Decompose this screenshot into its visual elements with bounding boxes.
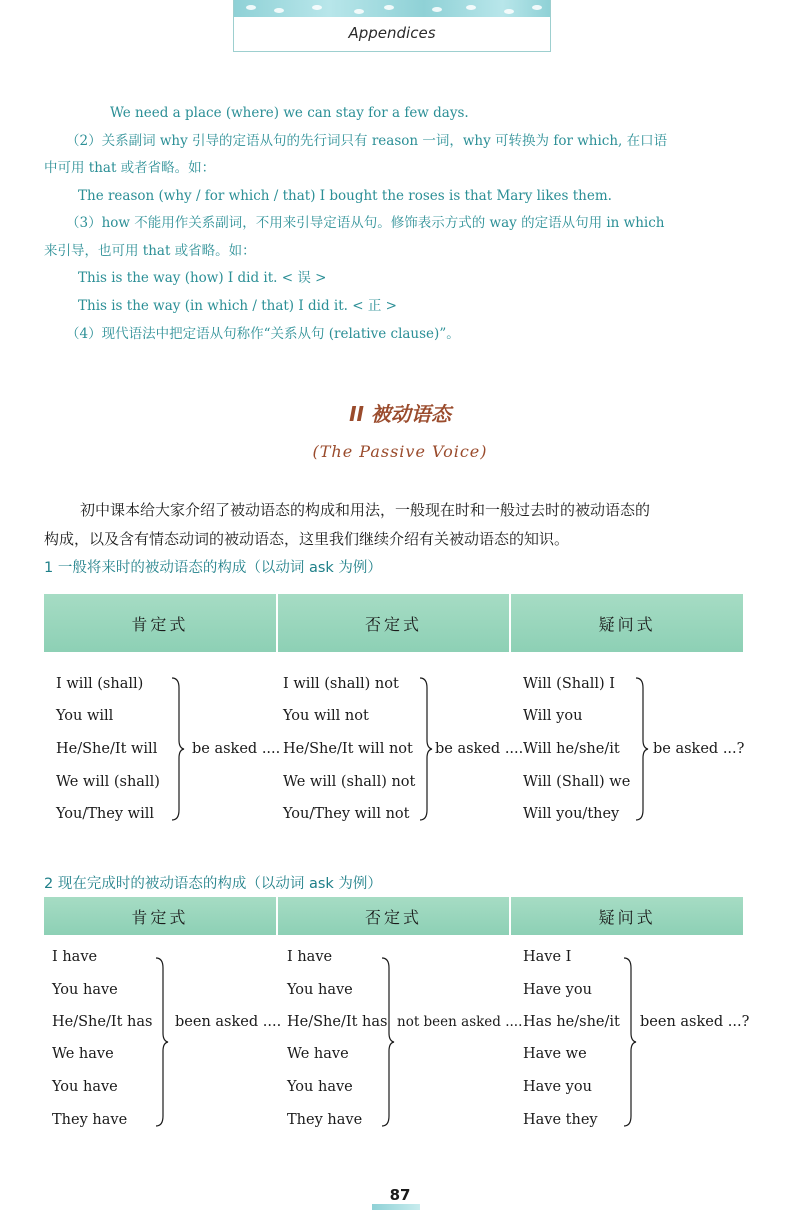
- page-number-bar: [372, 1204, 420, 1210]
- note-line-5: （3）how 不能用作关系副词，不用来引导定语从句。修饰表示方式的 way 的定语从句用 in which: [66, 215, 665, 231]
- note-line-3: 中可用 that 或者省略。如：: [44, 160, 216, 176]
- table2-col3-suffix: been asked ...?: [640, 1014, 750, 1030]
- table2-col1-row: You have: [52, 1079, 118, 1095]
- table2-header-affirmative: 肯定式: [44, 897, 276, 935]
- intro-line-1: 初中课本给大家介绍了被动语态的构成和用法，一般现在时和一般过去时的被动语态的: [80, 501, 651, 519]
- table2-col3-row: Have they: [523, 1112, 598, 1128]
- note-line-7: This is the way (how) I did it. < 误 >: [78, 270, 327, 286]
- table1-col2-row: We will (shall) not: [283, 774, 416, 790]
- table1-col2-row: You will not: [283, 708, 369, 724]
- header-label: Appendices: [348, 24, 436, 42]
- table2-col2-row: I have: [287, 949, 333, 965]
- table1-col1-suffix: be asked ....: [192, 741, 281, 757]
- table1-col1-row: You/They will: [56, 806, 154, 822]
- table2-col1-row: They have: [52, 1112, 128, 1128]
- note-line-8: This is the way (in which / that) I did it. < 正 >: [78, 298, 397, 314]
- note-line-6: 来引导，也可用 that 或省略。如：: [44, 243, 256, 259]
- page-number: 87: [389, 1186, 411, 1204]
- note-line-9: （4）现代语法中把定语从句称作“关系从句 (relative clause)”。: [66, 326, 460, 342]
- table1-col2-suffix: be asked ....: [435, 741, 524, 757]
- table2-col1-row: You have: [52, 982, 118, 998]
- table1-col3-row: Will you: [523, 708, 583, 724]
- table1-col2-row: I will (shall) not: [283, 676, 399, 692]
- table2-col2-row: He/She/It has: [287, 1014, 388, 1030]
- table2-col3-row: Have you: [523, 982, 592, 998]
- appendices-header-tab: [233, 0, 551, 52]
- table1-header-row: [44, 594, 743, 652]
- table2-header-row: [44, 897, 743, 935]
- table2-col3-row: Have I: [523, 949, 572, 965]
- table2-col1-brace: [154, 956, 170, 1128]
- table1-col2-brace: [418, 676, 434, 822]
- table1-col3-row: Will you/they: [523, 806, 620, 822]
- table1-col1-row: We will (shall): [56, 774, 160, 790]
- table2-col3-row: Have you: [523, 1079, 592, 1095]
- table2-col1-suffix: been asked ....: [175, 1014, 282, 1030]
- table2-col2-suffix: not been asked ....: [397, 1014, 523, 1030]
- table1-col1-row: You will: [56, 708, 114, 724]
- table1-col3-row: Will he/she/it: [523, 741, 620, 757]
- table1-col3-row: Will (Shall) we: [523, 774, 631, 790]
- header-decorative-band: [234, 0, 550, 17]
- table1-header-interrogative: 疑问式: [509, 594, 743, 652]
- table2-header-interrogative: 疑问式: [509, 897, 743, 935]
- table2-col2-row: They have: [287, 1112, 363, 1128]
- table1-col2-row: You/They will not: [283, 806, 410, 822]
- table2-col1-row: We have: [52, 1046, 114, 1062]
- table1-col3-row: Will (Shall) I: [523, 676, 616, 692]
- table1-col3-suffix: be asked ...?: [653, 741, 745, 757]
- table1-col2-row: He/She/It will not: [283, 741, 413, 757]
- table2-col2-row: You have: [287, 982, 353, 998]
- table1-col1-row: He/She/It will: [56, 741, 158, 757]
- table2-col2-row: We have: [287, 1046, 349, 1062]
- table1-heading: 1 一般将来时的被动语态的构成（以动词 ask 为例）: [44, 560, 382, 576]
- table2-col1-row: He/She/It has: [52, 1014, 153, 1030]
- note-line-2: （2）关系副词 why 引导的定语从句的先行词只有 reason 一词，why 可转换为 for which, 在口语: [66, 133, 668, 149]
- note-line-4: The reason (why / for which / that) I bought the roses is that Mary likes them.: [78, 188, 612, 204]
- table2-header-negative: 否定式: [276, 897, 510, 935]
- table1-col1-brace: [170, 676, 186, 822]
- table1-header-negative: 否定式: [276, 594, 510, 652]
- section-subtitle: (The Passive Voice): [312, 442, 488, 461]
- table2-col3-row: Has he/she/it: [523, 1014, 620, 1030]
- table1-header-affirmative: 肯定式: [44, 594, 276, 652]
- table1-col1-row: I will (shall): [56, 676, 144, 692]
- note-line-1: We need a place (where) we can stay for a few days.: [110, 105, 469, 121]
- table2-col2-brace: [380, 956, 396, 1128]
- table2-col3-row: Have we: [523, 1046, 587, 1062]
- table2-col2-row: You have: [287, 1079, 353, 1095]
- table2-col3-brace: [622, 956, 638, 1128]
- table2-heading: 2 现在完成时的被动语态的构成（以动词 ask 为例）: [44, 876, 382, 892]
- table1-col3-brace: [634, 676, 650, 822]
- table2-col1-row: I have: [52, 949, 98, 965]
- intro-line-2: 构成，以及含有情态动词的被动语态，这里我们继续介绍有关被动语态的知识。: [44, 530, 570, 548]
- section-title: II 被动语态: [349, 402, 451, 426]
